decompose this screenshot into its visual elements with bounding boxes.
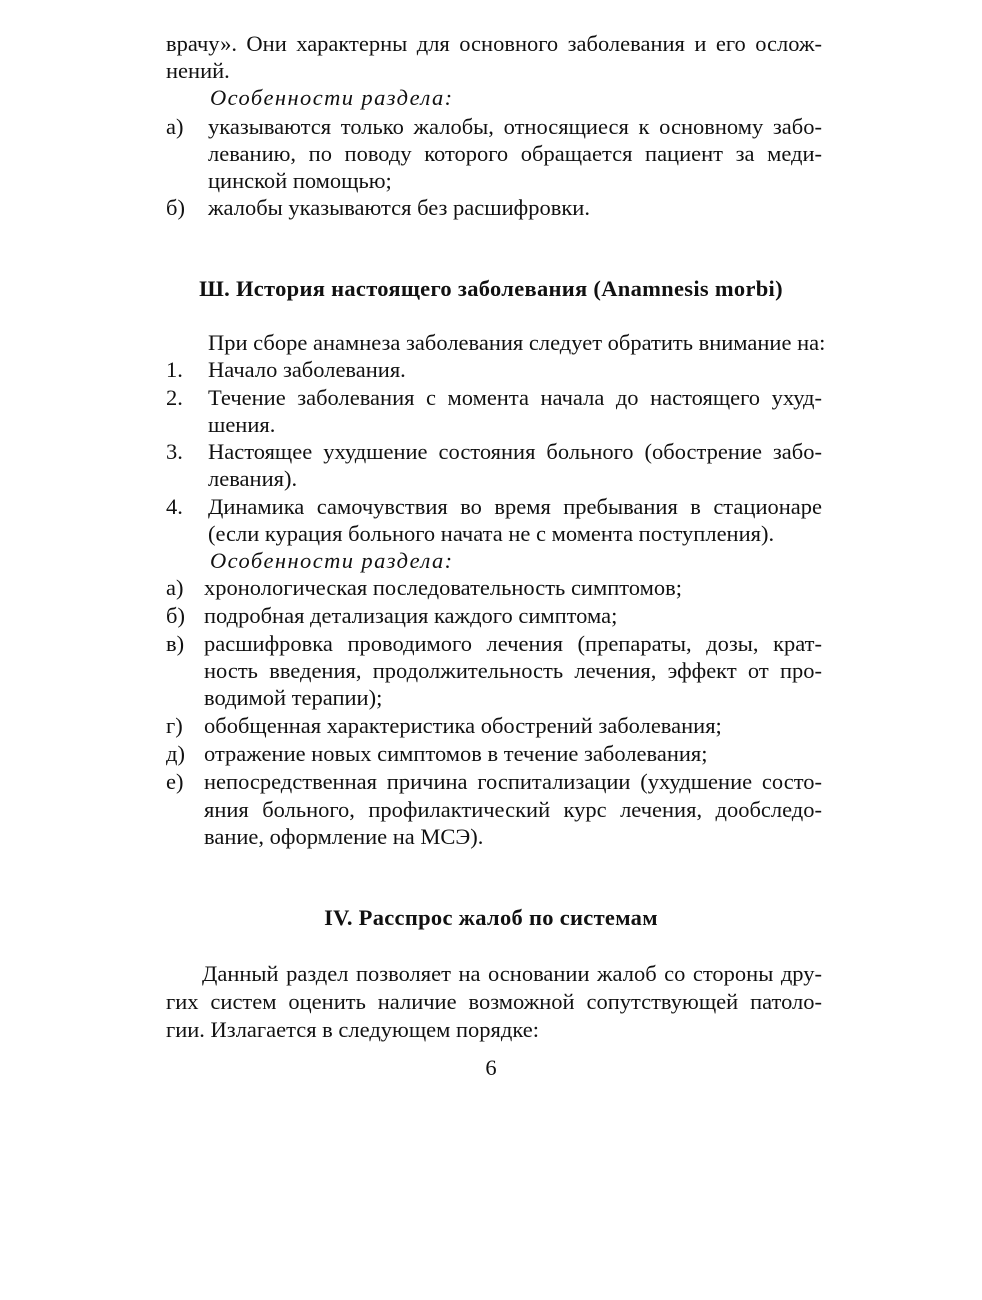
text-line: врачу». Они характерны для основного заболевания и его ослож- — [166, 31, 822, 56]
page-number: 6 — [485, 1055, 497, 1080]
list-item-line: жалобы указываются без расшифровки. — [208, 195, 590, 220]
list-item-line: вание, оформление на МСЭ). — [204, 824, 484, 849]
features-heading: Особенности раздела: — [210, 85, 454, 110]
list-item-line: водимой терапии); — [204, 685, 383, 710]
list-marker: а) — [166, 575, 184, 600]
list-marker: б) — [166, 195, 185, 220]
list-item-line: (если курация больного начата не с момента поступления). — [208, 521, 775, 546]
list-marker: 4. — [166, 494, 183, 519]
paragraph-line: гии. Излагается в следующем порядке: — [166, 1017, 539, 1042]
list-marker: 1. — [166, 357, 183, 382]
list-marker: 3. — [166, 439, 183, 464]
list-item-line: Начало заболевания. — [208, 357, 406, 382]
list-item-line: отражение новых симптомов в течение заболевания; — [204, 741, 708, 766]
list-item-line: яния больного, профилактический курс лечения, дообследо- — [204, 797, 822, 822]
list-marker: 2. — [166, 385, 183, 410]
paragraph-line: Данный раздел позволяет на основании жалоб со стороны дру- — [202, 961, 822, 986]
list-item-line: леванию, по поводу которого обращается пациент за меди- — [208, 141, 822, 166]
list-marker: а) — [166, 114, 184, 139]
list-item-line: указываются только жалобы, относящиеся к основному забо- — [208, 114, 822, 139]
list-item-line: ность введения, продолжительность лечения, эффект от про- — [204, 658, 822, 683]
list-item-line: Течение заболевания с момента начала до настоящего ухуд- — [208, 385, 822, 410]
list-item-line: Настоящее ухудшение состояния больного (обострение забо- — [208, 439, 822, 464]
list-item-line: цинской помощью; — [208, 168, 392, 193]
list-item-line: хронологическая последовательность симптомов; — [204, 575, 682, 600]
text-line: нений. — [166, 58, 230, 83]
list-item-line: расшифровка проводимого лечения (препараты, дозы, крат- — [204, 631, 822, 656]
section-heading: Ш. История настоящего заболевания (Anamnesis morbi) — [199, 276, 783, 301]
lead-paragraph: При сборе анамнеза заболевания следует обратить внимание на: — [208, 330, 826, 355]
list-marker: в) — [166, 631, 185, 656]
list-item-line: обобщенная характеристика обострений заболевания; — [204, 713, 722, 738]
list-item-line: Динамика самочувствия во время пребывания в стационаре — [208, 494, 822, 519]
features-heading: Особенности раздела: — [210, 548, 454, 573]
list-marker: б) — [166, 603, 185, 628]
paragraph-line: гих систем оценить наличие возможной сопутствующей патоло- — [166, 989, 822, 1014]
list-marker: д) — [166, 741, 185, 766]
list-item-line: левания). — [208, 466, 298, 491]
section-heading: IV. Расспрос жалоб по системам — [324, 905, 658, 930]
list-marker: г) — [166, 713, 183, 738]
list-marker: е) — [166, 769, 184, 794]
list-item-line: шения. — [208, 412, 276, 437]
list-item-line: непосредственная причина госпитализации (ухудшение состо- — [204, 769, 822, 794]
list-item-line: подробная детализация каждого симптома; — [204, 603, 618, 628]
